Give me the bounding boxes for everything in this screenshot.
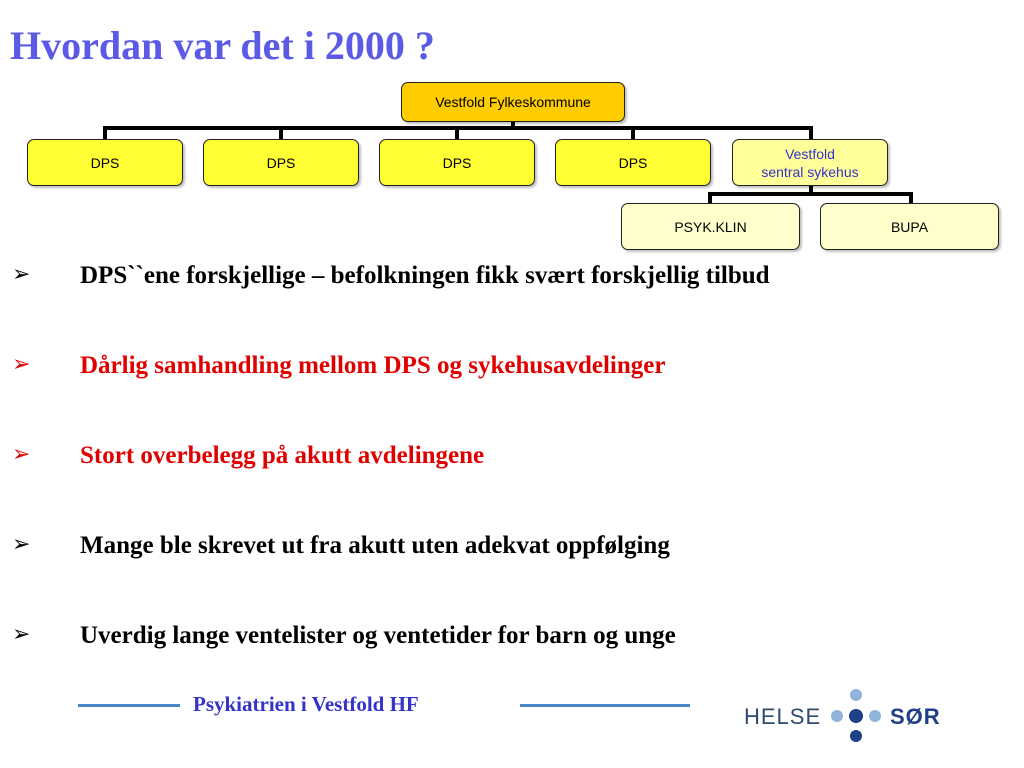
- connector-dps2: [279, 126, 283, 140]
- org-box-root: Vestfold Fylkeskommune: [401, 82, 625, 122]
- logo-dot-icon: [831, 710, 843, 722]
- hospital-line-1: Vestfold: [785, 145, 835, 162]
- bullet-arrow-icon: ➢: [12, 442, 31, 467]
- org-box-dps: DPS: [555, 139, 711, 186]
- bullet-text: Stort overbelegg på akutt avdelingene: [80, 442, 485, 469]
- org-chart: [0, 0, 1024, 260]
- logo-dot-icon: [850, 730, 862, 742]
- org-box-bupa: BUPA: [820, 203, 999, 250]
- org-box-dps: DPS: [379, 139, 535, 186]
- bullet-arrow-icon: ➢: [12, 352, 31, 377]
- connector-hospital: [809, 126, 813, 140]
- hospital-line-2: sentral sykehus: [761, 163, 859, 180]
- footer-line-right: [520, 704, 690, 707]
- connector-dps1: [103, 126, 107, 140]
- logo-word-sor: SØR: [890, 704, 941, 729]
- logo-dot-icon: [869, 710, 881, 722]
- connector-level2-bar: [708, 192, 913, 196]
- org-box-dps: DPS: [27, 139, 183, 186]
- logo-word-helse: HELSE: [744, 704, 822, 729]
- org-box-psyk-klin: PSYK.KLIN: [621, 203, 800, 250]
- bullet-text: Mange ble skrevet ut fra akutt uten adekvat oppfølging: [80, 532, 670, 559]
- bullet-arrow-icon: ➢: [12, 532, 31, 557]
- bullet-arrow-icon: ➢: [12, 622, 31, 647]
- helse-sor-logo: [742, 686, 962, 746]
- footer-title: Psykiatrien i Vestfold HF: [193, 692, 419, 716]
- bullet-text: Dårlig samhandling mellom DPS og sykehusavdelinger: [80, 352, 666, 379]
- connector-dps4: [631, 126, 635, 140]
- org-box-dps: DPS: [203, 139, 359, 186]
- logo-dot-icon: [850, 689, 862, 701]
- bullet-text: DPS``ene forskjellige – befolkningen fikk svært forskjellig tilbud: [80, 262, 770, 289]
- slide-title: Hvordan var det i 2000 ?: [10, 23, 435, 68]
- bullet-arrow-icon: ➢: [12, 262, 31, 287]
- footer-line-left: [78, 704, 180, 707]
- org-box-hospital: [732, 139, 888, 186]
- connector-dps3: [455, 126, 459, 140]
- bullet-text: Uverdig lange ventelister og ventetider for barn og unge: [80, 622, 676, 649]
- logo-dot-icon: [849, 709, 863, 723]
